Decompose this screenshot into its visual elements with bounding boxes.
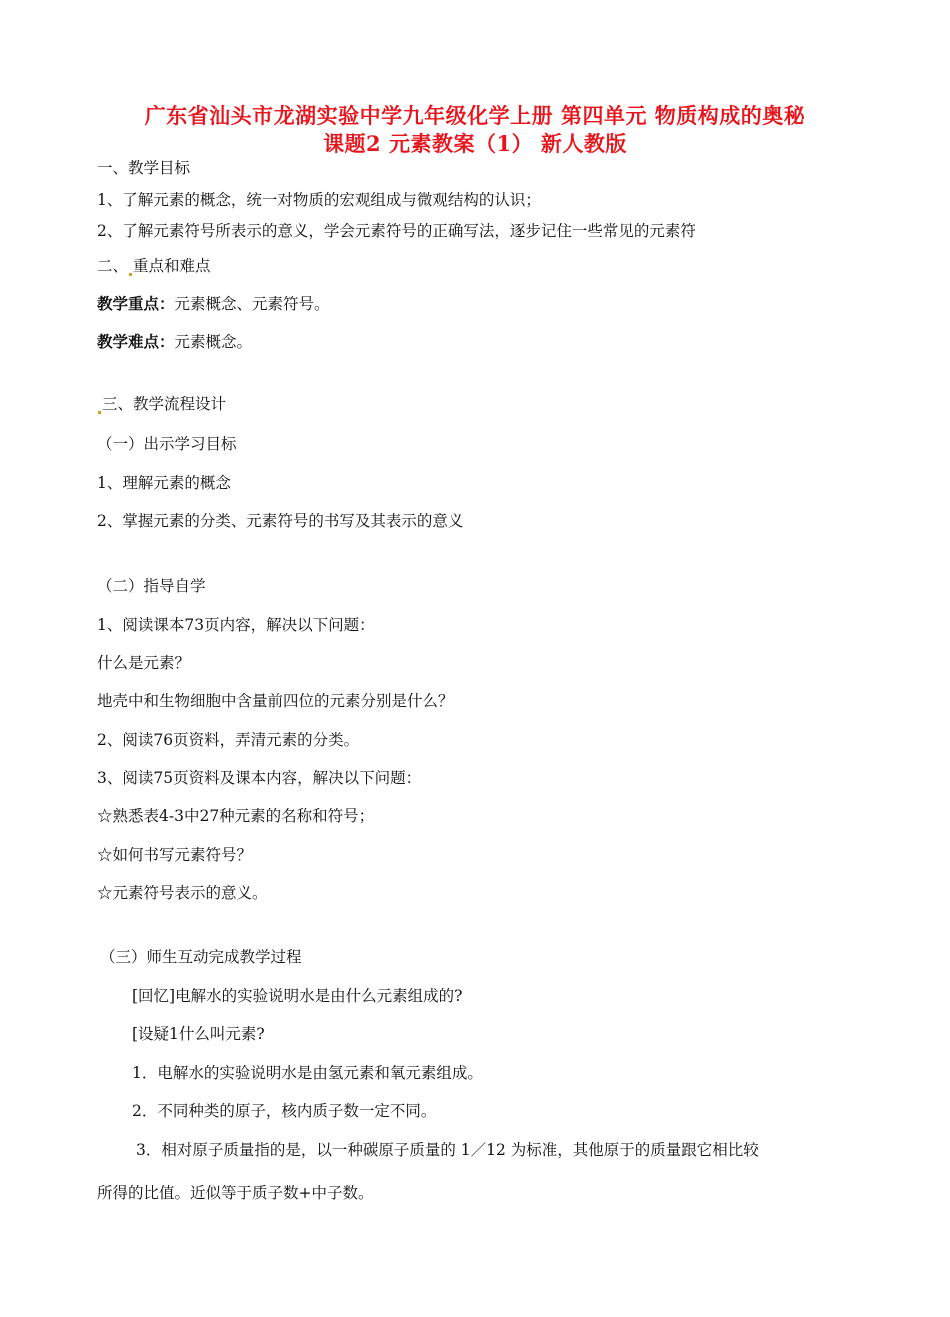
part-2-item-2: 什么是元素？ (97, 654, 191, 672)
part-2-item-3: 地壳中和生物细胞中含量前四位的元素分别是什么？ (97, 692, 454, 710)
section-3-heading (97, 394, 226, 414)
teaching-focus-text: 元素概念、元素符号。 (174, 295, 330, 313)
teaching-difficulty-label: 教学难点： (97, 332, 175, 351)
marker-dot (98, 411, 101, 414)
marker-dot (129, 273, 132, 276)
objective-item-2: 2、了解元素符号所表示的意义，学会元素符号的正确写法，逐步记住一些常见的元素符 (97, 222, 696, 240)
part-3-heading: （三）师生互动完成教学过程 (100, 948, 302, 966)
recall-question: [回忆]电解水的实验说明水是由什么元素组成的? (132, 987, 463, 1005)
teaching-difficulty-text: 元素概念。 (174, 333, 253, 351)
section-2-heading-prefix: 二、 (97, 257, 129, 275)
part-2-item-6: ☆熟悉表4-3中27种元素的名称和符号； (97, 807, 375, 825)
teaching-focus-label: 教学重点： (97, 294, 175, 313)
part-2-item-8: ☆元素符号表示的意义。 (97, 884, 268, 902)
part-1-heading: （一）出示学习目标 (97, 435, 237, 453)
part-2-item-5: 3、阅读75页资料及课本内容，解决以下问题： (97, 769, 422, 787)
section-1-heading: 一、教学目标 (97, 159, 191, 177)
teaching-difficulty (97, 332, 252, 352)
teaching-point-3: 3．相对原子质量指的是，以一种碳原子质量的 1／12 为标准，其他原于的质量跟它相比较 (136, 1141, 759, 1159)
objective-item-1: 1、了解元素的概念，统一对物质的宏观组成与微观结构的认识； (97, 191, 541, 209)
teaching-point-2: 2．不同种类的原子，核内质子数一定不同。 (132, 1102, 437, 1120)
part-2-item-7: ☆如何书写元素符号？ (97, 846, 253, 864)
section-2-heading (97, 256, 211, 276)
document-title-line-1: 广东省汕头市龙湖实验中学九年级化学上册 第四单元 物质构成的奥秘 (144, 103, 806, 128)
doubt-question: [设疑1什么叫元素? (132, 1025, 265, 1043)
part-2-item-4: 2、阅读76页资料，弄清元素的分类。 (97, 731, 360, 749)
section-2-heading-text: 重点和难点 (133, 257, 211, 275)
teaching-point-1: 1．电解水的实验说明水是由氢元素和氧元素组成。 (132, 1064, 483, 1082)
section-3-heading-text: 三、教学流程设计 (102, 395, 227, 413)
part-2-heading: （二）指导自学 (97, 577, 206, 595)
teaching-focus (97, 294, 330, 314)
document-title-line-2: 课题2 元素教案（1） 新人教版 (323, 131, 627, 156)
part-1-item-1: 1、理解元素的概念 (97, 474, 231, 492)
part-1-item-2: 2、掌握元素的分类、元素符号的书写及其表示的意义 (97, 512, 464, 530)
part-2-item-1: 1、阅读课本73页内容，解决以下问题： (97, 616, 375, 634)
teaching-point-3-continued: 所得的比值。近似等于质子数+中子数。 (97, 1184, 374, 1202)
